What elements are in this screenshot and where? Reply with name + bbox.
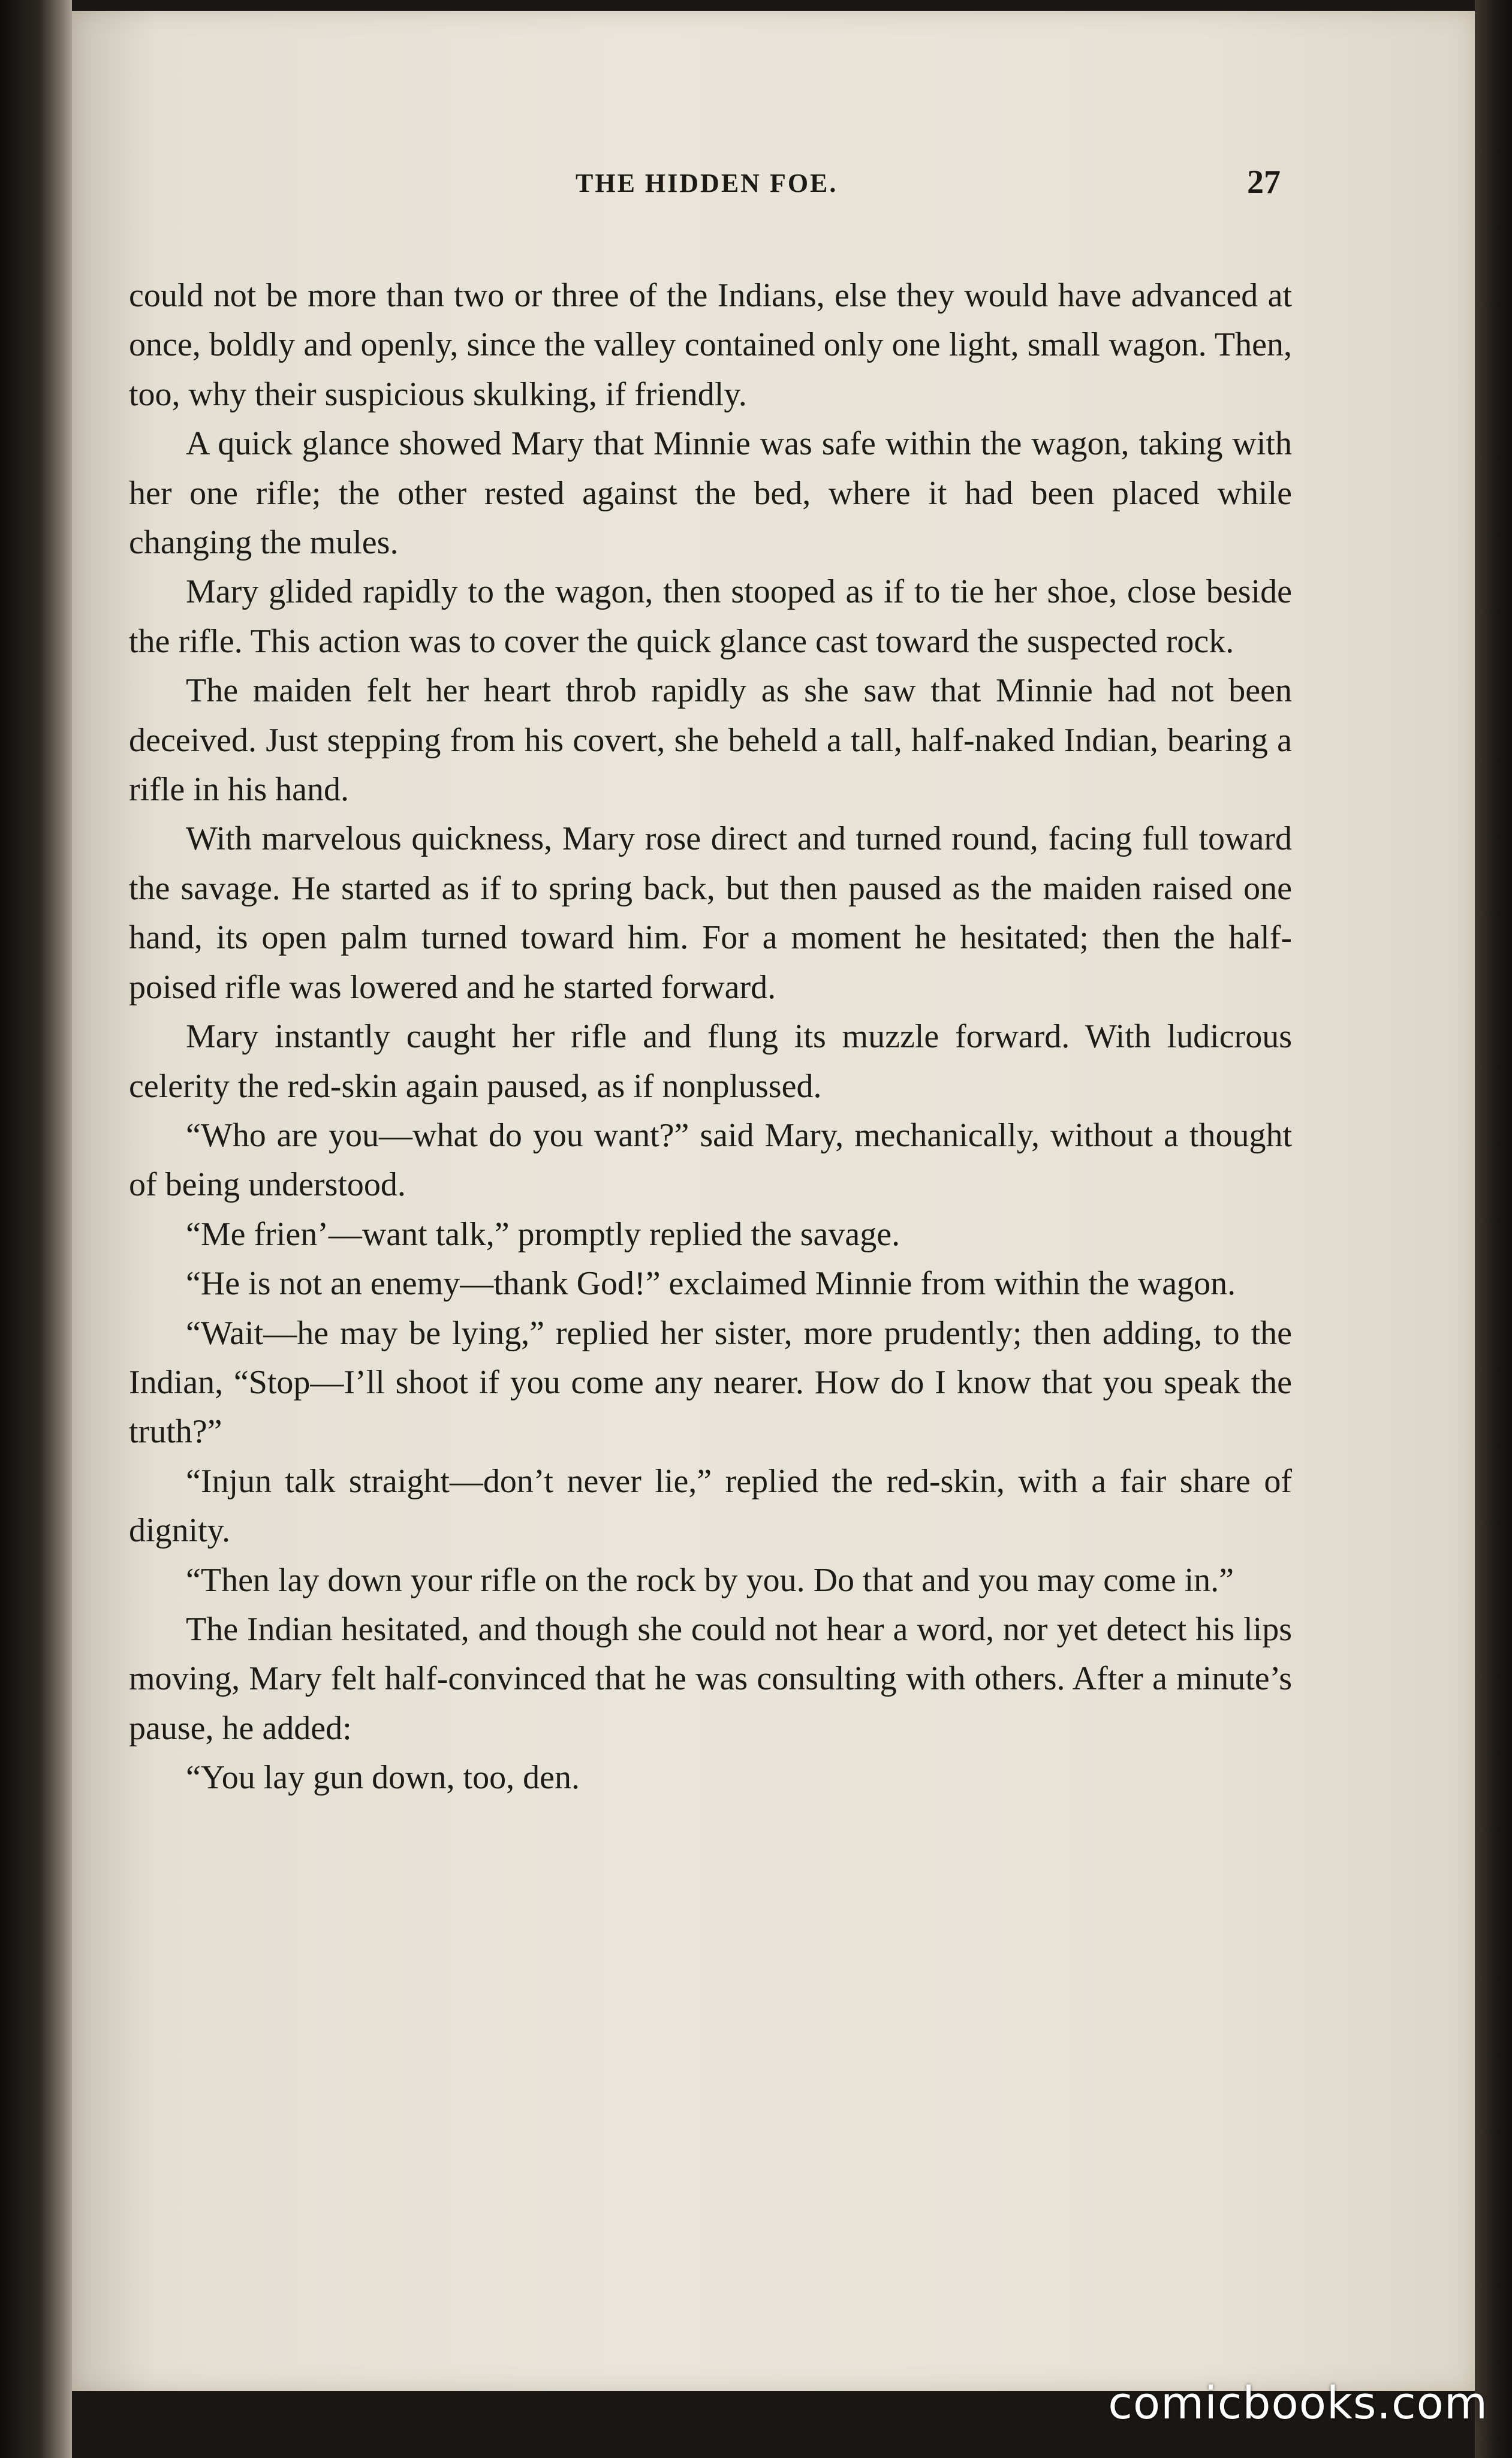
book-spine <box>0 0 72 2458</box>
body-text <box>129 271 1292 1803</box>
dialogue-paragraph: “Wait—he may be lying,” replied her sister, more prudently; then adding, to the Indian, “Stop—I’ll shoot if you come any nearer. How do I know that you speak the truth?” <box>129 1314 1292 1451</box>
running-head: THE HIDDEN FOE. <box>576 168 838 198</box>
paragraph: A quick glance showed Mary that Minnie was safe within the wagon, taking with her one rifle; the other rested against the bed, where it had been placed while changing the mules. <box>129 425 1292 562</box>
dialogue-paragraph: “Who are you—what do you want?” said Mary, mechanically, without a thought of being understood. <box>129 1116 1292 1204</box>
page-edge <box>1475 0 1512 2458</box>
paragraph: Mary glided rapidly to the wagon, then stooped as if to tie her shoe, close beside the rifle. This action was to cover the quick glance cast toward the suspected rock. <box>129 573 1292 660</box>
dialogue-paragraph: “Then lay down your rifle on the rock by you. Do that and you may come in.” <box>186 1561 1234 1599</box>
dialogue-paragraph: “He is not an enemy—thank God!” exclaimed Minnie from within the wagon. <box>186 1265 1236 1303</box>
dialogue-paragraph: “Injun talk straight—don’t never lie,” replied the red-skin, with a fair share of dignity. <box>129 1462 1292 1550</box>
dialogue-paragraph: “You lay gun down, too, den. <box>186 1759 580 1797</box>
dialogue-paragraph: “Me frien’—want talk,” promptly replied the savage. <box>186 1215 900 1253</box>
paragraph: could not be more than two or three of the Indians, else they would have advanced at once, boldly and openly, since the valley contained only one light, small wagon. Then, too, why their suspicious skulking, if friendly. <box>129 277 1292 413</box>
paragraph: With marvelous quickness, Mary rose direct and turned round, facing full toward the savage. He started as if to spring back, but then paused as the maiden raised one hand, its open palm turned toward him. For a moment he hesitated; then the half-poised rifle was lowered and he started forward. <box>129 820 1292 1006</box>
page-number: 27 <box>1247 164 1281 201</box>
page-header <box>516 164 1475 216</box>
watermark-text: comicbooks.com <box>1108 2378 1488 2429</box>
paragraph: The Indian hesitated, and though she could not hear a word, nor yet detect his lips moving, Mary felt half-convinced that he was consulting with others. After a minute’s pause, he added: <box>129 1610 1292 1747</box>
paragraph: The maiden felt her heart throb rapidly as she saw that Minnie had not been deceived. Just stepping from his covert, she beheld a tall, half-naked Indian, bearing a rifle in his hand. <box>129 672 1292 809</box>
paragraph: Mary instantly caught her rifle and flung its muzzle forward. With ludicrous celerity the red-skin again paused, as if nonplussed. <box>129 1018 1292 1105</box>
